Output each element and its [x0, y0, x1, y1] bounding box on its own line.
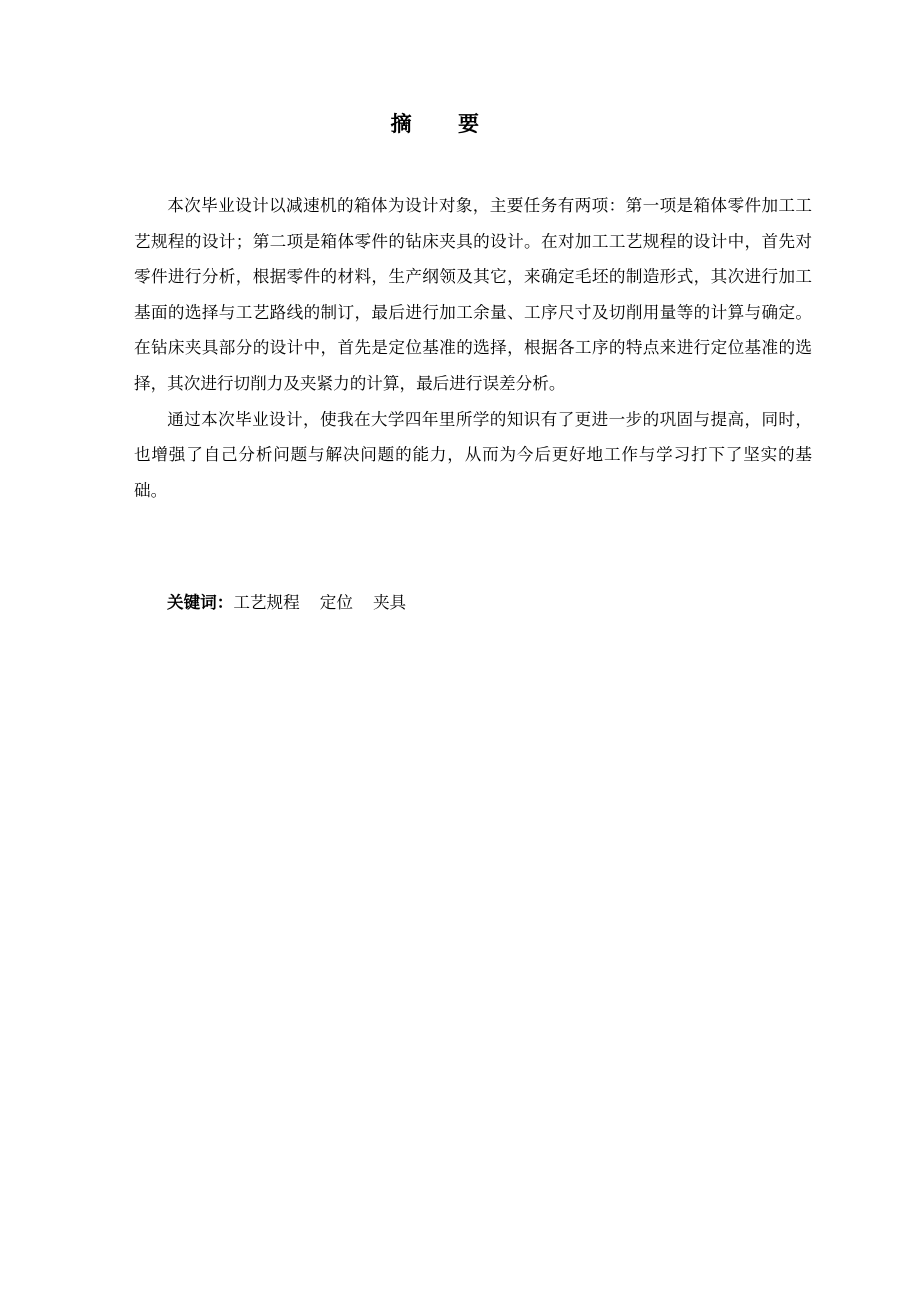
keywords-label: 关键词：	[167, 592, 234, 612]
keyword-1: 工艺规程	[233, 593, 300, 612]
abstract-paragraph-2: 通过本次毕业设计，使我在大学四年里所学的知识有了更进一步的巩固与提高，同时，也增强了自己分析问题与解决问题的能力，从而为今后更好地工作与学习打下了坚实的基础。	[134, 409, 812, 500]
abstract-paragraph-1: 本次毕业设计以减速机的箱体为设计对象，主要任务有两项：第一项是箱体零件加工工艺规程的设计；第二项是箱体零件的钻床夹具的设计。在对加工工艺规程的设计中，首先对零件进行分析，根据零件的材料，生产纲领及其它，来确定毛坯的制造形式，其次进行加工基面的选择与工艺路线的制订，最后进行加工余量、工序尺寸及切削用量等的计算与确定。在钻床夹具部分的设计中，首先是定位基准的选择，根据各工序的特点来进行定位基准的选择，其次进行切削力及夹紧力的计算，最后进行误差分析。	[134, 196, 812, 393]
title-char-1: 摘	[390, 111, 412, 136]
abstract-body	[134, 188, 812, 508]
keyword-3: 夹具	[372, 593, 407, 612]
abstract-title	[0, 108, 870, 140]
keyword-2: 定位	[319, 593, 353, 612]
title-char-2: 要	[458, 111, 480, 136]
keywords-line	[167, 586, 426, 619]
